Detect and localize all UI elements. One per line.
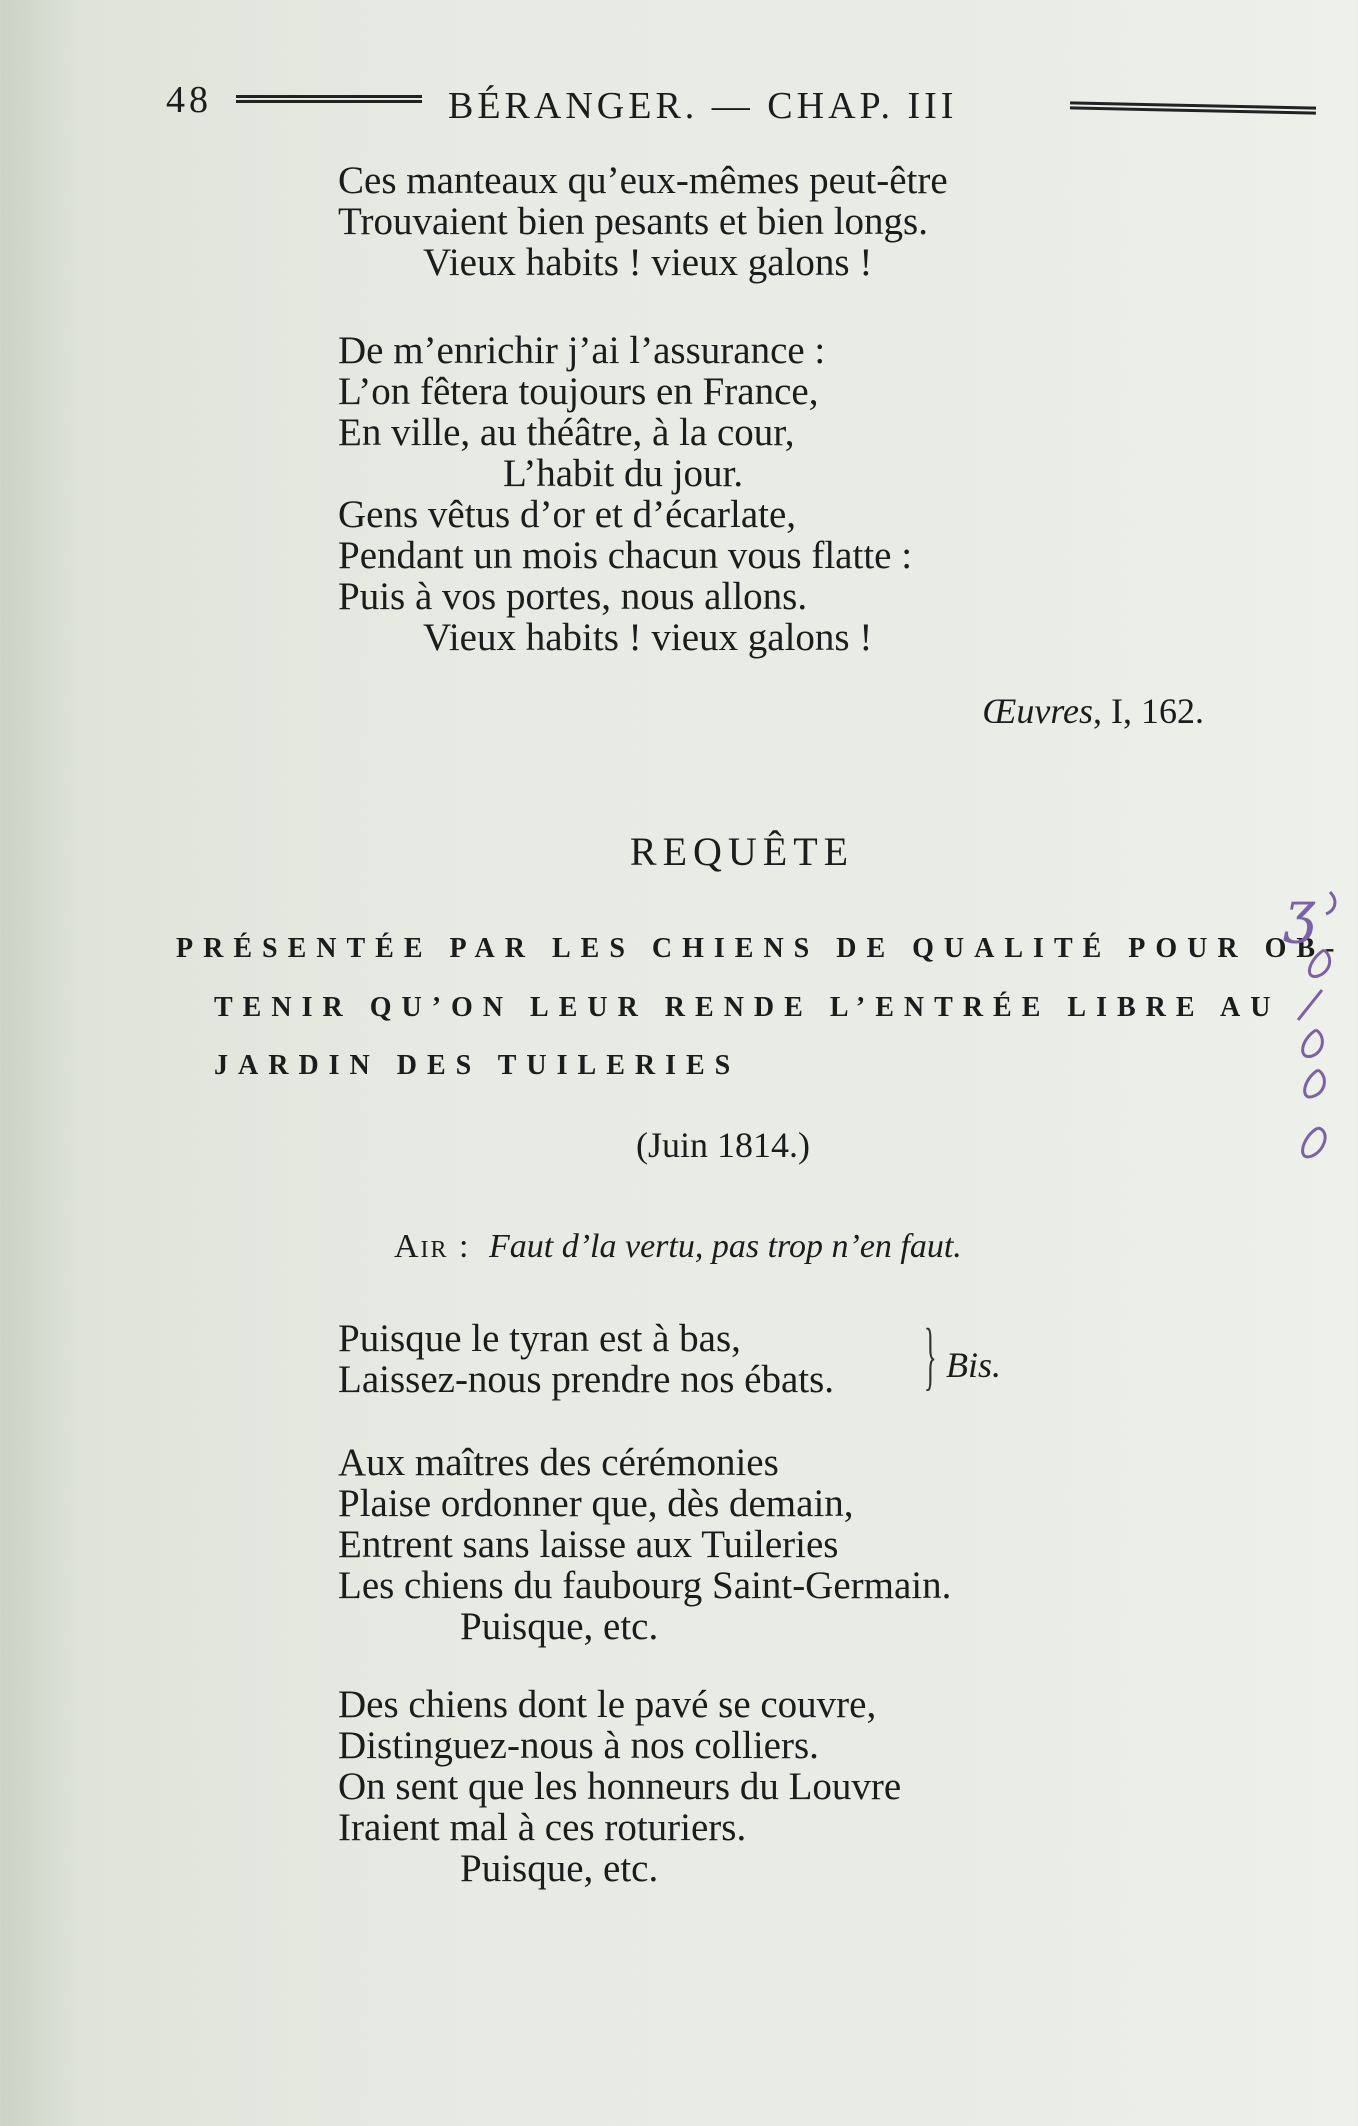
stanza-3 [338, 1442, 951, 1647]
verse-line: Ces manteaux qu’eux-mêmes peut-être [338, 159, 948, 202]
verse-line: Les chiens du faubourg Saint-Germain. [338, 1564, 952, 1607]
margin-annotation [1278, 880, 1348, 1180]
verse-line: De m’enrichir j’ai l’assurance : [338, 329, 826, 372]
source-work: Œuvres [982, 691, 1093, 731]
annotation-mark: ʒ [1284, 880, 1316, 945]
bis-brace: } [923, 1314, 937, 1398]
poem-title: REQUÊTE [629, 829, 855, 874]
air-label: Air : [394, 1228, 471, 1265]
annotation-loops [1278, 880, 1348, 1180]
refrain [338, 1318, 834, 1400]
verse-line: Aux maîtres des cérémonies [338, 1441, 779, 1484]
verse-line: Vieux habits ! vieux galons ! [423, 241, 873, 284]
verse-line: On sent que les honneurs du Louvre [338, 1765, 902, 1808]
verse-line: Trouvaient bien pesants et bien longs. [338, 200, 928, 243]
stanza-4 [338, 1684, 901, 1889]
page-number: 48 [166, 79, 212, 121]
verse-line: Gens vêtus d’or et d’écarlate, [338, 493, 797, 536]
verse-line: Puisque, etc. [460, 1605, 659, 1648]
refrain-line: Laissez-nous prendre nos ébats. [338, 1358, 835, 1401]
source-reference [982, 690, 1204, 732]
running-title: BÉRANGER. — CHAP. III [448, 85, 958, 127]
verse-line: Entrent sans laisse aux Tuileries [338, 1523, 839, 1566]
verse-line: Iraient mal à ces roturiers. [338, 1806, 747, 1849]
verse-line: Puis à vos portes, nous allons. [338, 575, 808, 618]
verse-line: Pendant un mois chacun vous flatte : [338, 534, 913, 577]
verse-line: Des chiens dont le pavé se couvre, [338, 1683, 877, 1726]
subtitle-line-2: TENIR QU’ON LEUR RENDE L’ENTRÉE LIBRE AU [214, 992, 1281, 1023]
poem-date: (Juin 1814.) [636, 1125, 810, 1165]
verse-line: Puisque, etc. [460, 1847, 659, 1890]
verse-line: En ville, au théâtre, à la cour, [338, 411, 795, 454]
verse-line: Vieux habits ! vieux galons ! [423, 616, 873, 659]
subtitle-line-3: JARDIN DES TUILERIES [214, 1050, 741, 1081]
air-line [394, 1228, 962, 1266]
verse-line: L’habit du jour. [503, 452, 744, 495]
stanza-top [338, 160, 948, 283]
verse-line: Distinguez-nous à nos colliers. [338, 1724, 819, 1767]
air-text: Faut d’la vertu, pas trop n’en faut. [489, 1228, 962, 1265]
stanza-2 [338, 330, 912, 658]
header-rule-right [1070, 101, 1316, 114]
source-rest: , I, 162. [1093, 691, 1204, 731]
bis-marker: Bis. [946, 1345, 1002, 1385]
verse-line: Plaise ordonner que, dès demain, [338, 1482, 854, 1525]
refrain-line: Puisque le tyran est à bas, [338, 1317, 741, 1360]
subtitle-line-1: PRÉSENTÉE PAR LES CHIENS DE QUALITÉ POUR OB- [176, 933, 1345, 964]
header-rule-left [236, 95, 422, 103]
verse-line: L’on fêtera toujours en France, [338, 370, 819, 413]
